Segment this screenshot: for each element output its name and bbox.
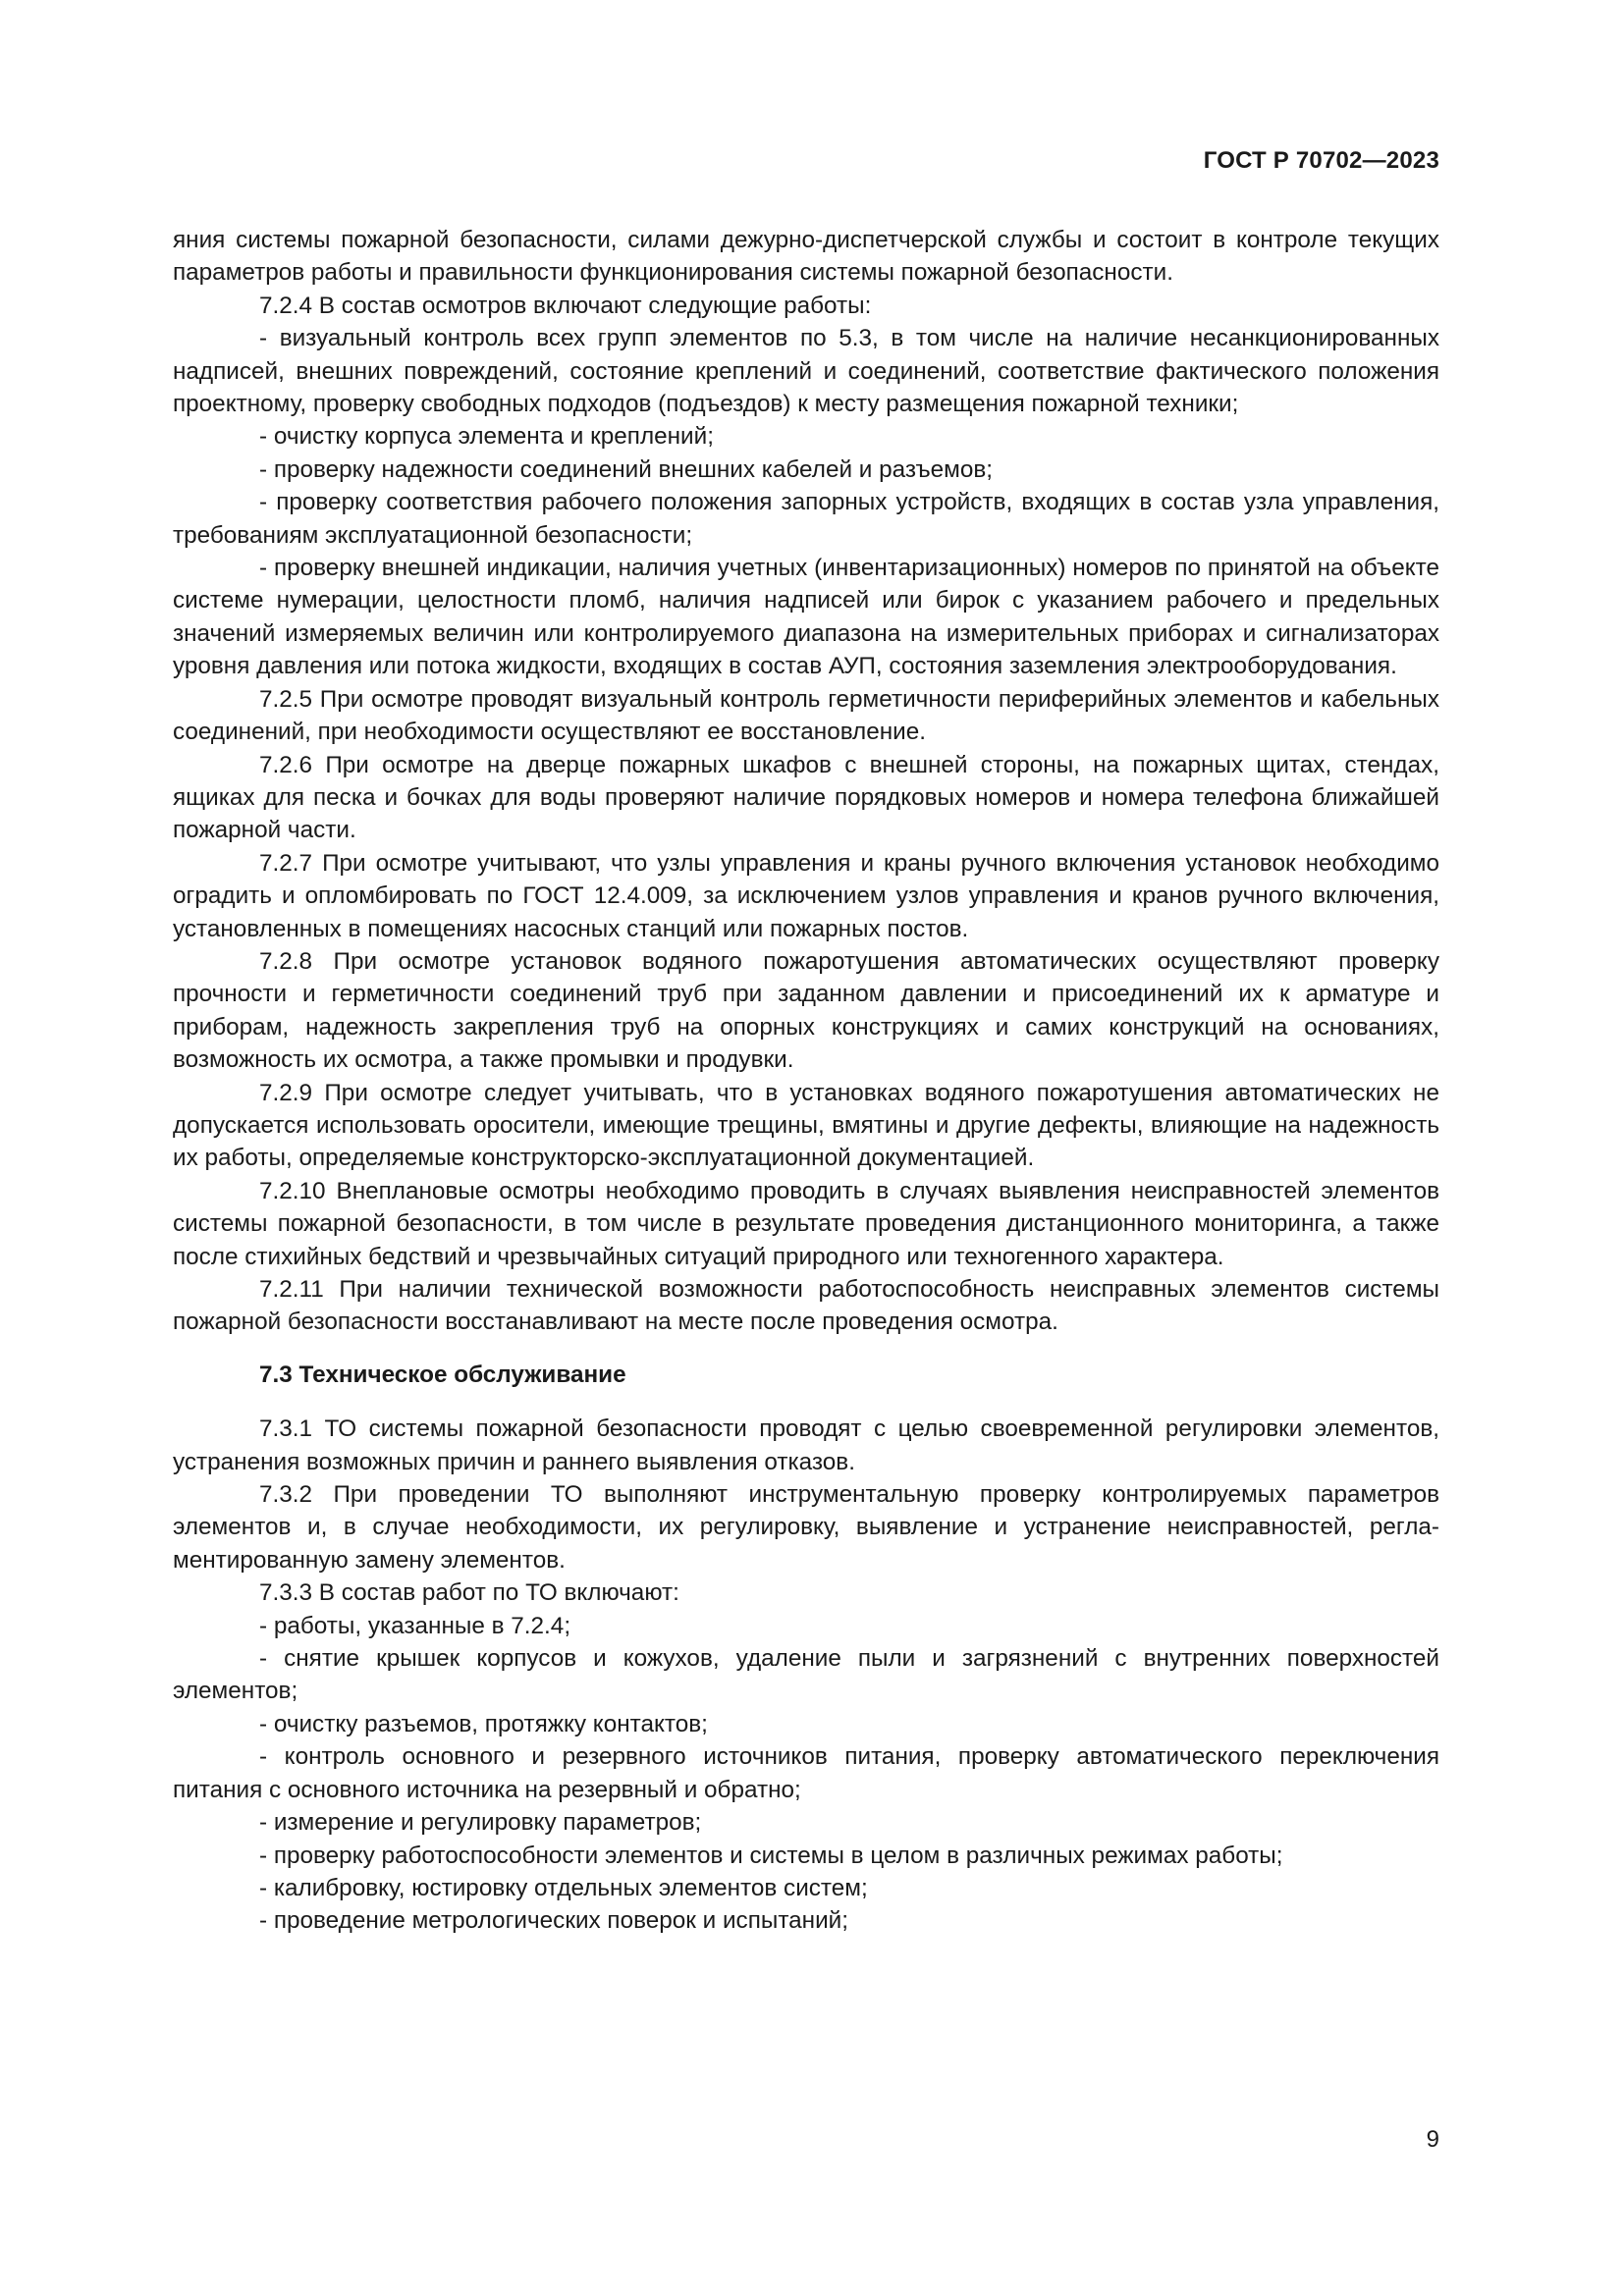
paragraph-7-2-11: 7.2.11 При наличии технической возможности работоспособность неисправных элементов системы пожарной безопасности восстанавливают на месте после проведения осмотра. xyxy=(173,1276,1439,1336)
list-item: - визуальный контроль всех групп элементов по 5.3, в том числе на наличие несанкционированных надписей, внешних повреждений, состояние креплений и соединений, соответствие фактического положения проектному, проверку свободных подходов (подъездов) к месту размещения пожарной техники; xyxy=(173,325,1439,418)
paragraph-7-3-3: 7.3.3 В состав работ по ТО включают: xyxy=(259,1579,679,1607)
list-item: - калибровку, юстировку отдельных элементов систем; xyxy=(259,1874,868,1901)
paragraph-7-2-7: 7.2.7 При осмотре учитывают, что узлы управления и краны ручного включения установок необходимо оградить и опломбировать по ГОСТ 12.4.009, за исключением узлов управления и кранов ручного включения, установленных в помещениях насосных станций или пожарных постов. xyxy=(173,849,1439,942)
paragraph-7-2-8: 7.2.8 При осмотре установок водяного пожаротушения автоматических осуществляют проверку прочности и герметичности соединений труб при заданном давлении и присоединений их к арматуре и приборам, надежность закрепления труб на опорных конструкциях и самих конструкций на основаниях, возможность их осмотра, а также промывки и продувки. xyxy=(173,947,1439,1074)
document-code-header: ГОСТ Р 70702—2023 xyxy=(1203,147,1439,174)
paragraph-7-2-6: 7.2.6 При осмотре на дверце пожарных шкафов с внешней стороны, на пожарных щитах, стендах, ящиках для песка и бочках для воды проверяют наличие порядковых номеров и номера телефона ближайшей пожарной части. xyxy=(173,751,1439,844)
list-item: - проверку надежности соединений внешних кабелей и разъемов; xyxy=(259,455,994,483)
list-item: - очистку разъемов, протяжку контактов; xyxy=(259,1710,708,1737)
list-item: - работы, указанные в 7.2.4; xyxy=(259,1612,571,1639)
list-item: - очистку корпуса элемента и креплений; xyxy=(259,423,714,451)
list-item: - проверку соответствия рабочего положения запорных устройств, входящих в состав узла управления, требованиям эксплуатационной безопасности; xyxy=(173,489,1439,549)
paragraph-7-2-9: 7.2.9 При осмотре следует учитывать, что в установках водяного пожаротушения автоматических не допускается использовать оросители, имеющие трещины, вмятины и другие дефекты, влияющие на надежность их работы, определяемые конструкторско-эксплуатационной документацией. xyxy=(173,1079,1439,1172)
paragraph-7-3-2: 7.3.2 При проведении ТО выполняют инструментальную проверку контролируемых параметров элементов и, в случае необходимости, их регулировку, выявление и устранение неисправностей, регламентированную замену элементов. xyxy=(173,1481,1439,1574)
list-item: - проведение метрологических поверок и испытаний; xyxy=(259,1907,848,1935)
paragraph-7-3-1: 7.3.1 ТО системы пожарной безопасности проводят с целью своевременной регулировки элементов, устранения возможных причин и раннего выявления отказов. xyxy=(173,1415,1439,1475)
list-item: - проверку работоспособности элементов и системы в целом в различных режимах работы; xyxy=(259,1842,1283,1869)
list-item: - проверку внешней индикации, наличия учетных (инвентаризационных) номеров по принятой на объекте системе нумерации, целостности пломб, наличия надписей или бирок с указанием рабочего и предельных значений измеряемых величин или контролируемого диапазона на измерительных приборах и сигнализаторах уровня давления или потока жидкости, входящих в состав АУП, состояния заземления электрооборудования. xyxy=(173,555,1439,680)
paragraph-continuation: яния системы пожарной безопасности, силами дежурно-диспетчерской службы и состоит в контроле текущих параметров работы и правильности функционирования системы пожарной безопасности. xyxy=(173,227,1439,287)
list-item: - снятие крышек корпусов и кожухов, удаление пыли и загрязнений с внутренних поверхностей элементов; xyxy=(173,1645,1439,1705)
document-body xyxy=(173,224,1439,1938)
paragraph-7-2-4: 7.2.4 В состав осмотров включают следующие работы: xyxy=(259,292,872,319)
page-number: 9 xyxy=(1426,2126,1439,2153)
paragraph-7-2-5: 7.2.5 При осмотре проводят визуальный контроль герметичности периферийных элементов и кабельных соединений, при необходимости осуществляют ее восстановление. xyxy=(173,685,1439,746)
section-heading-7-3: 7.3 Техническое обслуживание xyxy=(259,1361,626,1388)
list-item: - измерение и регулировку параметров; xyxy=(259,1809,702,1837)
list-item: - контроль основного и резервного источников питания, проверку автоматического переключения питания с основного источника на резервный и обратно; xyxy=(173,1743,1439,1803)
paragraph-7-2-10: 7.2.10 Внеплановые осмотры необходимо проводить в случаях выявления неисправностей элементов системы пожарной безопасности, в том числе в результате проведения дистанционного мониторинга, а также после стихийных бедствий и чрезвычайных ситуаций природного или техногенного характера. xyxy=(173,1177,1439,1270)
